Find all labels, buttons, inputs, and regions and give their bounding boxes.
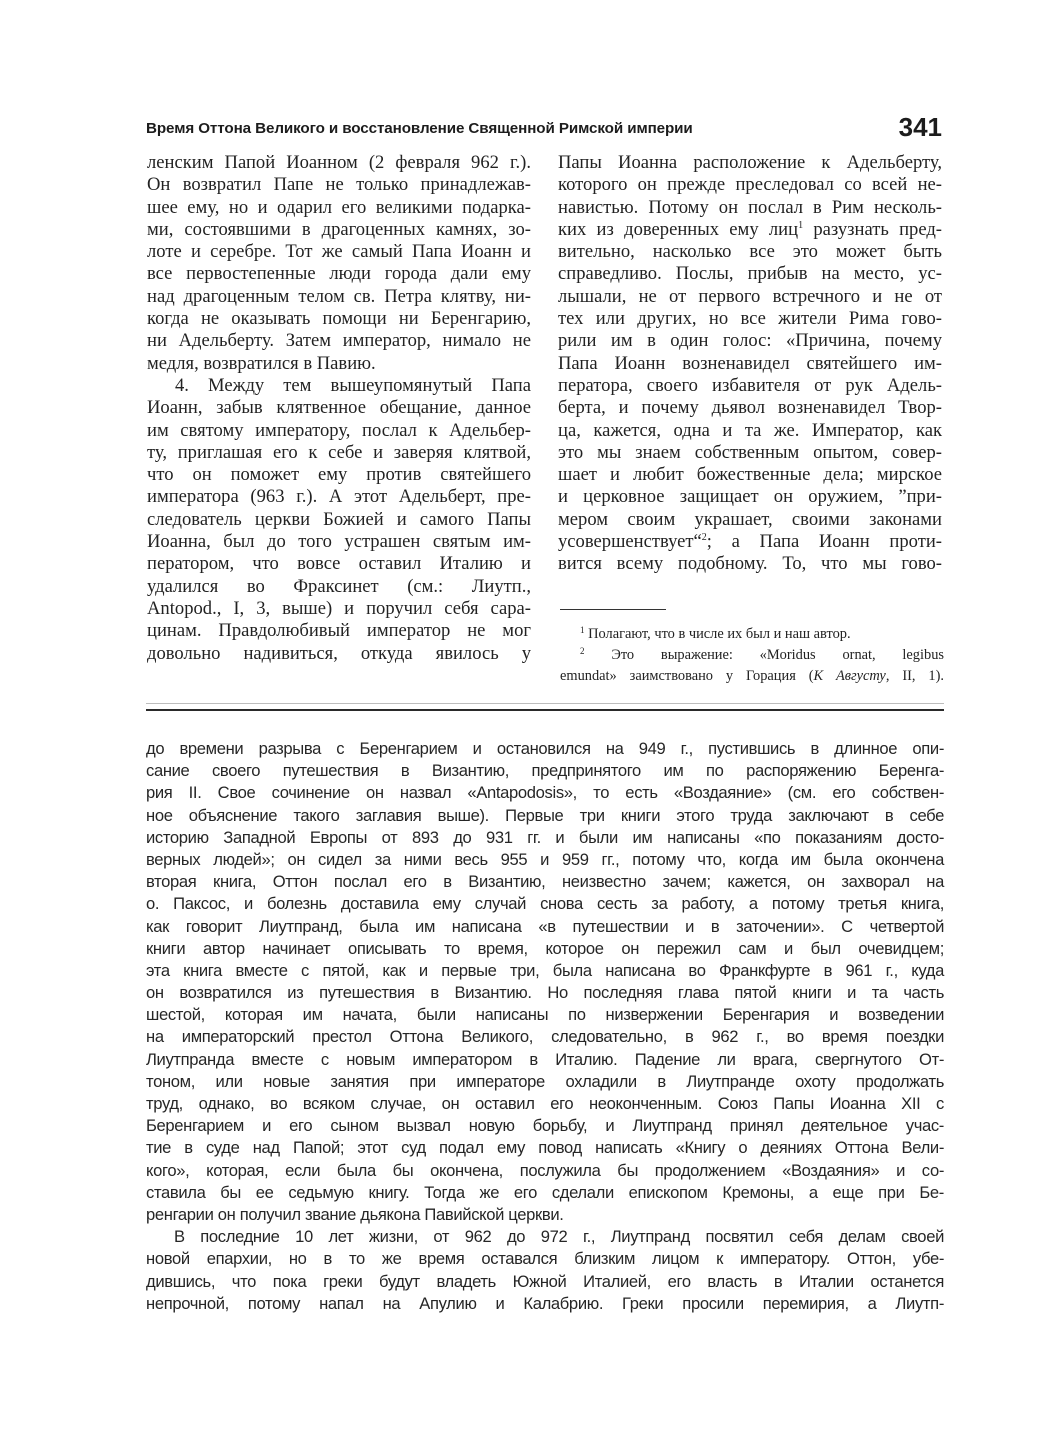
footnote-italic-title: К Августу xyxy=(813,668,886,684)
text-line: навистью. Потому он послал в Рим несколь- xyxy=(558,196,942,218)
text-line: шее ему, но и одарил его великими подарка- xyxy=(147,196,531,218)
right-column xyxy=(558,152,942,576)
text-line-with-footnote-ref xyxy=(558,531,942,553)
footnote-marker: 2 xyxy=(580,646,585,656)
text-line: лоте и серебре. Тот же самый Папа Иоанн и xyxy=(147,241,531,263)
footnote-text: Это выражение: «Moridus ornat, legibus xyxy=(611,647,944,663)
text-fragment: ; а Папа Иоанн проти- xyxy=(706,531,942,553)
text-line: Лиутпранда вместе с новым императором в Италию. Падение ли врага, свергнутого От- xyxy=(146,1049,944,1069)
text-line: ца, кажется, одна и та же. Император, как xyxy=(558,419,942,441)
text-line: тех или других, но все жители Рима гово- xyxy=(558,308,942,330)
text-line: тоном, или новые занятия при императоре охладили в Лиутпранде охоту продолжать xyxy=(146,1071,944,1091)
text-line: дившись, что пока греки будут владеть Южной Италией, его власть в Италии останется xyxy=(146,1271,944,1291)
text-line: цинам. Правдолюбивый император не мог xyxy=(147,620,531,642)
text-line: ператором, что вовсе оставил Италию и xyxy=(147,553,531,575)
text-line: непрочной, потому напал на Апулию и Калабрию. Греки просили перемирия, а Лиутп- xyxy=(146,1293,944,1313)
paragraph-start-line: 4. Между тем вышеупомянутый Папа xyxy=(175,374,531,396)
text-line: и церковное защищает он оружием, ”при- xyxy=(558,486,942,508)
text-line: им святому императору, послал к Адельбер- xyxy=(147,419,531,441)
text-line: берта, и почему дьявол возненавидел Твор- xyxy=(558,397,942,419)
text-line: ленским Папой Иоанном (2 февраля 962 г.). xyxy=(147,152,531,173)
text-line: Иоанн, забыв клятвенное обещание, данное xyxy=(147,397,531,419)
text-line: когда не оказывать помощи ни Беренгарию, xyxy=(147,308,531,330)
section-divider-thin xyxy=(146,703,944,704)
text-line: шает и любит божественные дела; мирское xyxy=(558,464,942,486)
text-line: ператора, своего избавителя от рук Адель- xyxy=(558,374,942,396)
footnote-2-continuation xyxy=(560,666,944,687)
text-fragment: усовершенствует“ xyxy=(558,531,702,553)
text-line: лышали, не от первого встречного и не от xyxy=(558,285,942,307)
text-line: до времени разрыва с Беренгарием и остановился на 949 г., пустившись в длинное опи- xyxy=(146,739,944,758)
text-line: верных людей»; он сидел за ними весь 955 и 959 гг., потому что, когда им была окончена xyxy=(146,849,944,869)
text-line: он возвратился из путешествия в Византию. Но последняя глава пятой книги и та часть xyxy=(146,983,944,1003)
text-line: Иоанна, был до того устрашен святым им- xyxy=(147,531,531,553)
text-line: императора (963 г.). А этот Адельберт, пре- xyxy=(147,486,531,508)
footnote-ref-1[interactable]: 1 xyxy=(798,219,804,231)
text-line: историю Западной Европы от 893 до 931 гг. и были им написаны «по показаниям досто- xyxy=(146,827,944,847)
text-line: медля, возвратился в Павию. xyxy=(147,352,376,374)
text-line: Папы Иоанна расположение к Адельберту, xyxy=(558,152,942,173)
text-line: ми, состоявшими в драгоценных камнях, зо- xyxy=(147,218,531,240)
text-line: как говорит Лиутпранд, была им написана «в путешествии и в заточении». С четвертой xyxy=(146,916,944,936)
section-divider xyxy=(146,709,944,711)
footnotes xyxy=(560,624,944,687)
text-line: довольно надивиться, откуда явилось у xyxy=(147,642,531,664)
page-number: 341 xyxy=(898,112,942,142)
text-line: все первостепенные люди города дали ему xyxy=(147,263,531,285)
text-line: Он возвратил Папе не только принадлежав- xyxy=(147,174,531,196)
text-line: мером своим украшает, своими законами xyxy=(558,508,942,530)
text-line: рили им в один голос: «Причина, почему xyxy=(558,330,942,352)
text-line: тие в суде над Папой; этот суд подал ему повод написать «Книгу о деяниях Оттона Вели- xyxy=(146,1138,944,1158)
footnote-marker: 1 xyxy=(580,625,585,635)
text-line: новой епархии, но в то же время оставался близким лицом к императору. Оттон, убе- xyxy=(146,1249,944,1269)
text-line: вится всему подобному. То, что мы гово- xyxy=(558,553,942,575)
text-line: что он поможет ему против святейшего xyxy=(147,464,531,486)
text-line: вторая книга, Оттон послал его в Византию, неизвестно зачем; кажется, он захворал на xyxy=(146,872,944,892)
text-line: рия II. Свое сочинение он назвал «Antapodosis», то есть «Воздаяние» (см. его собствен- xyxy=(146,783,944,803)
running-header xyxy=(146,112,946,146)
text-line: вительно, насколько все это может быть xyxy=(558,241,942,263)
text-line: Беренгарием и его сыном вызвал новую борьбу, и Лиутпранд принял деятельное учас- xyxy=(146,1116,944,1136)
text-line-with-footnote-ref xyxy=(558,219,942,241)
text-line: на императорский престол Оттона Великого, следовательно, в 962 г., во время поездки xyxy=(146,1027,944,1047)
text-line: шестой, которая им начата, были написаны по низвержении Беренгария и возведении xyxy=(146,1005,944,1025)
text-line: эта книга вместе с пятой, как и первые три, была написана во Франкфурте в 961 г., куда xyxy=(146,960,944,980)
text-line: ное объяснение такого заглавия выше). Первые три книги этого труда заключают в себе xyxy=(146,805,944,825)
text-line: ни Адельберту. Затем император, нимало не xyxy=(147,330,531,352)
text-fragment: ких из доверенных ему лиц xyxy=(558,218,799,240)
text-line: справедливо. Послы, прибыв на место, ус- xyxy=(558,263,942,285)
text-line: сание своего путешествия в Византию, предпринятого им по распоряжению Беренга- xyxy=(146,761,944,781)
footnote-1 xyxy=(560,624,944,645)
footnote-ref-2[interactable]: 2 xyxy=(701,532,707,544)
footnote-text: Полагают, что в числе их был и наш автор. xyxy=(588,626,851,642)
text-line: следователь церкви Божией и самого Папы xyxy=(147,508,531,530)
text-line: ренгарии он получил звание дьякона Павийской церкви. xyxy=(146,1204,564,1224)
footnote-text: , II, 1). xyxy=(885,668,944,684)
text-line: которого он прежде преследовал со всей не- xyxy=(558,174,942,196)
text-line: ставила бы ее седьмую книгу. Тогда же его сделали епископом Кремоны, а еще при Бе- xyxy=(146,1182,944,1202)
running-title: Время Оттона Великого и восстановление Священной Римской империи xyxy=(146,120,693,137)
left-column xyxy=(147,152,531,665)
text-line: Папа Иоанн возненавидел святейшего им- xyxy=(558,352,942,374)
text-line: удалился во Фраксинет (см.: Лиутп., xyxy=(147,575,531,597)
text-fragment: разузнать пред- xyxy=(803,218,942,240)
text-line: это мы знаем собственным опытом, совер- xyxy=(558,441,942,463)
text-line: труд, однако, во всяком случае, он оставил его неоконченным. Союз Папы Иоанна XII с xyxy=(146,1094,944,1113)
commentary-text xyxy=(146,738,944,1315)
text-line: ту, приглашая его к себе и заверяя клятвой, xyxy=(147,441,531,463)
text-line: о. Паксос, и болезнь доставила ему случай снова сесть за работу, а потому третья книга, xyxy=(146,894,944,914)
paragraph-start-line: В последние 10 лет жизни, от 962 до 972 г., Лиутпранд посвятил себя делам своей xyxy=(174,1227,944,1247)
text-line: Antopod., I, 3, выше) и поручил себя сара- xyxy=(147,597,531,619)
text-line: книги автор начинает описывать то время, которое он пережил сам и был очевидцем; xyxy=(146,938,944,958)
footnote-2 xyxy=(560,645,944,666)
text-line: над драгоценным телом св. Петра клятву, ни- xyxy=(147,285,531,307)
footnote-text: emundat» заимствовано у Горация ( xyxy=(560,668,814,684)
text-line: кого», которая, если была бы окончена, послужила бы продолжением «Воздаяния» и со- xyxy=(146,1160,944,1180)
footnote-separator xyxy=(560,609,666,610)
